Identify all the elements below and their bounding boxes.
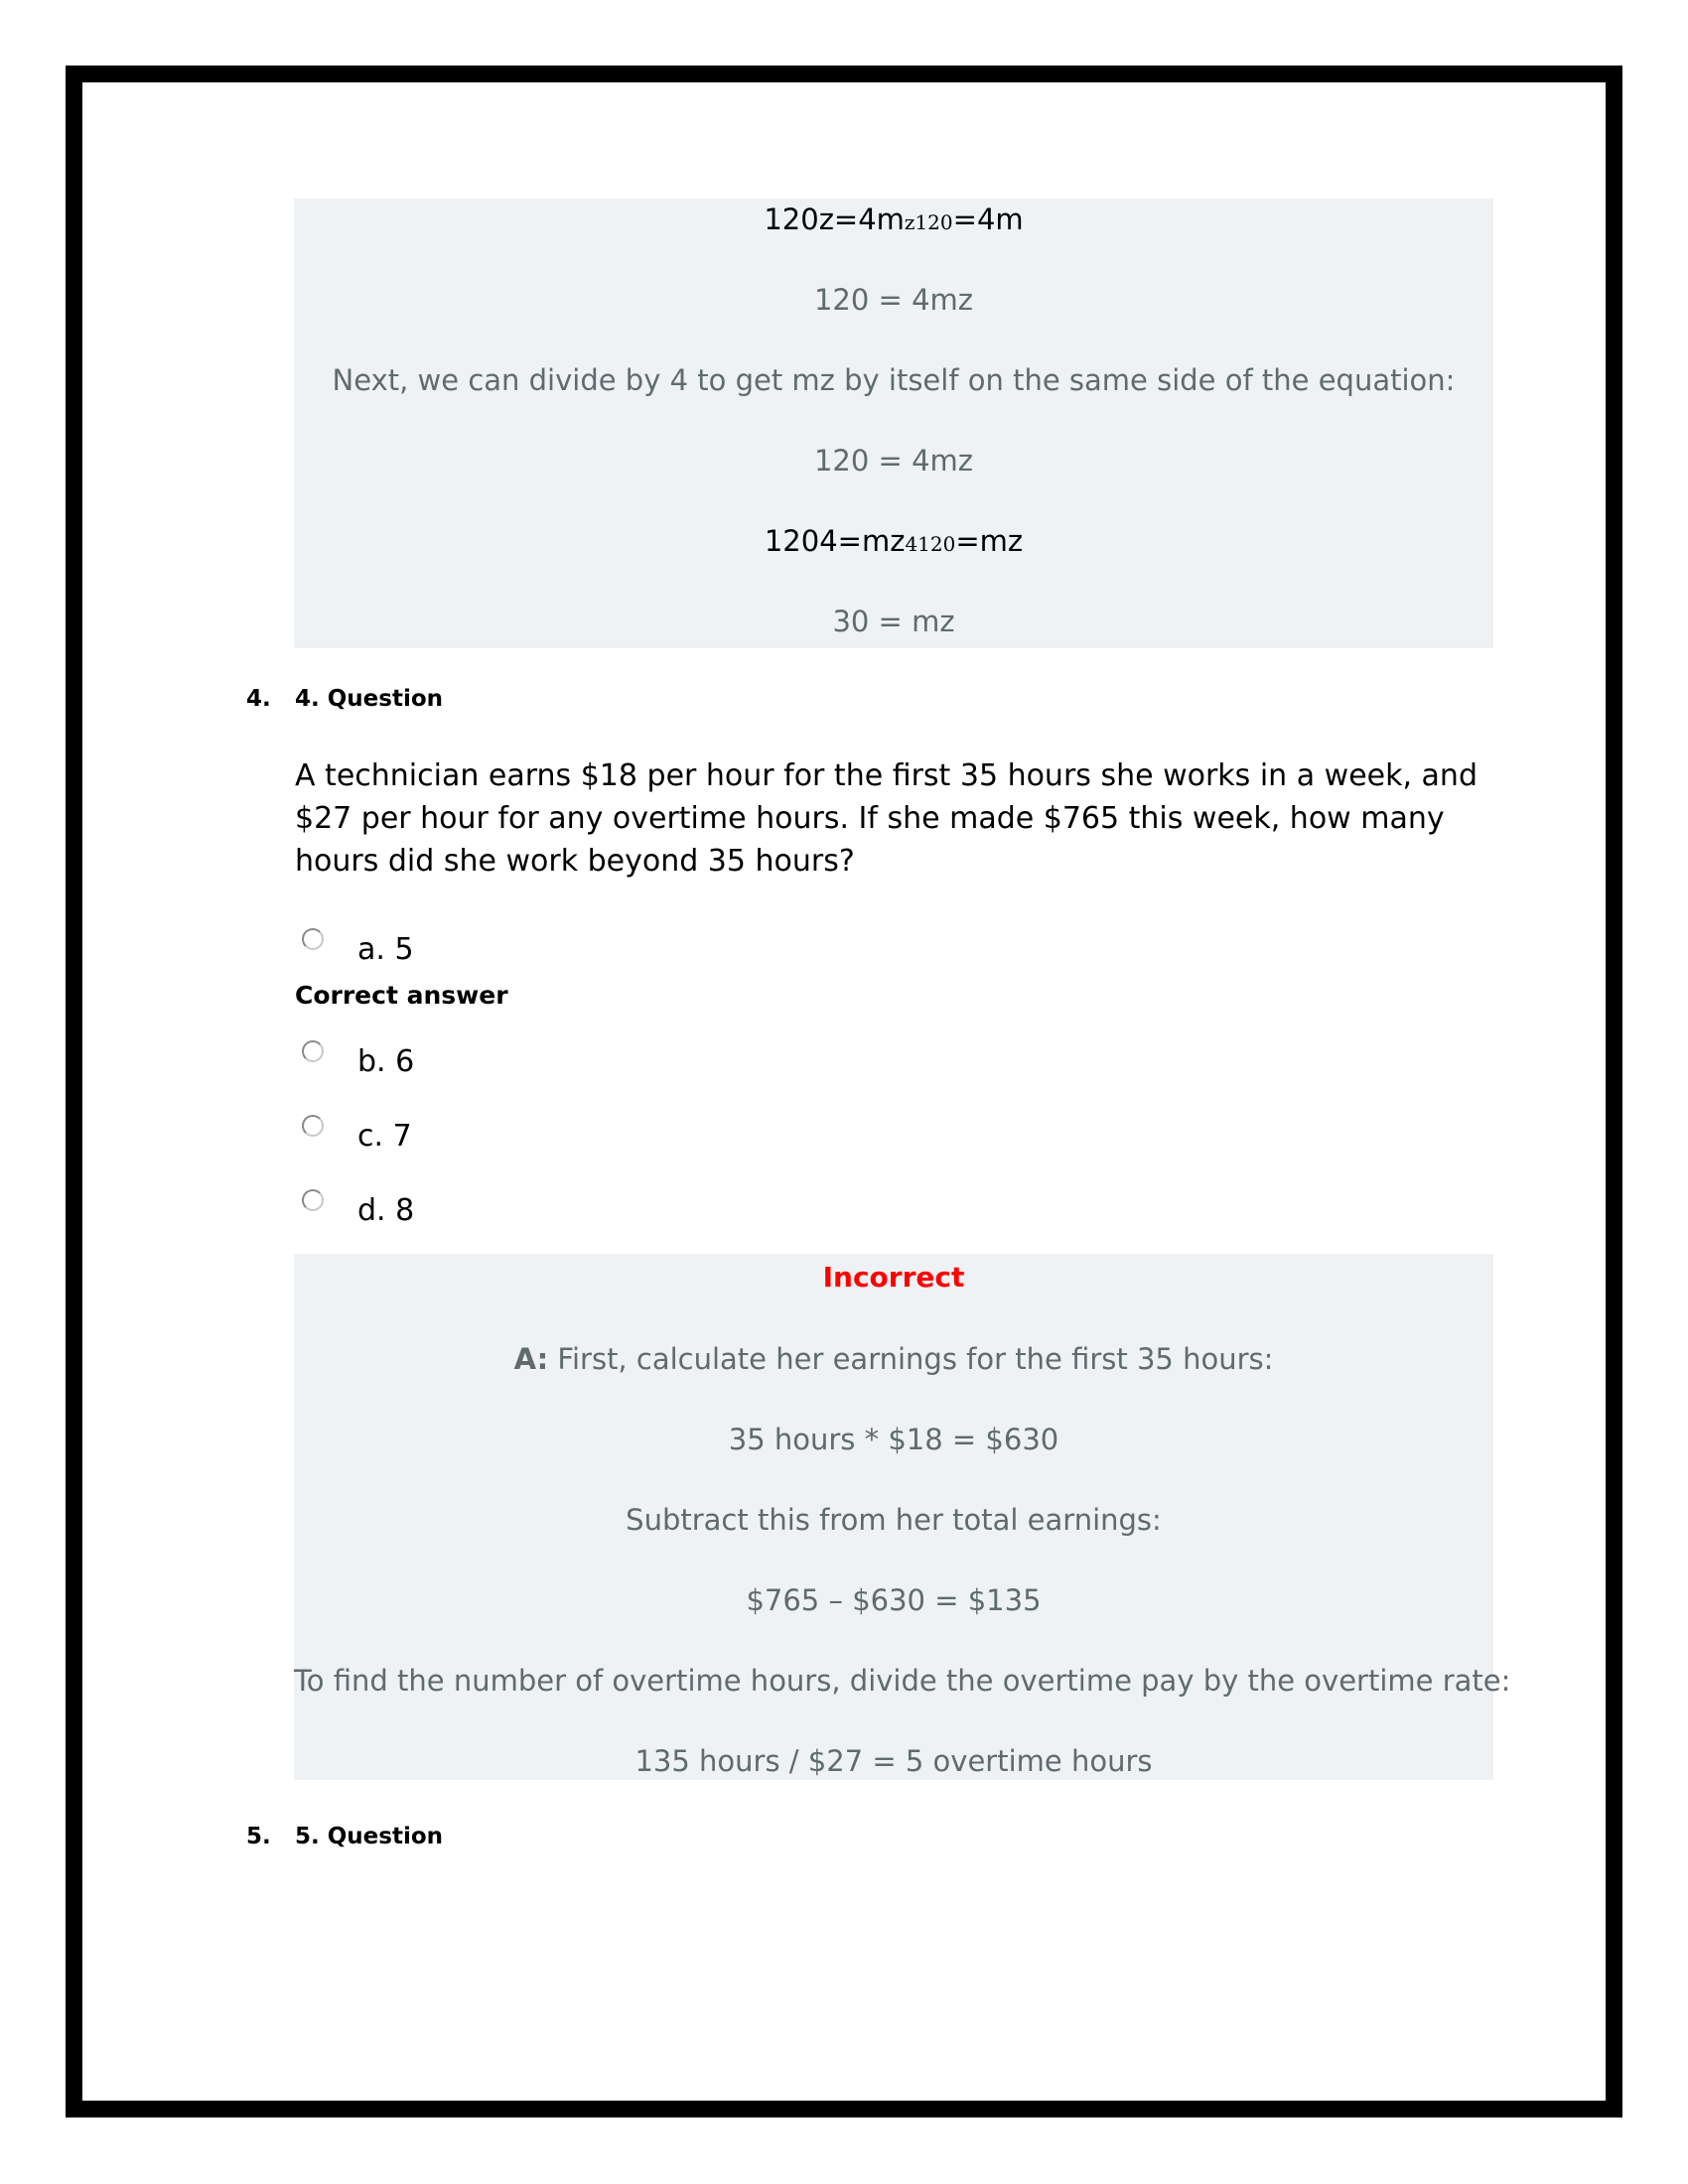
option-label: d. 8 (357, 1193, 415, 1228)
option-label: a. 5 (357, 932, 414, 967)
radio-button-icon[interactable] (302, 1115, 324, 1137)
answer-lead: A: (513, 1342, 549, 1376)
explanation-line: To find the number of overtime hours, divide the overtime pay by the overtime rate: (294, 1664, 1511, 1698)
option-label: b. 6 (357, 1044, 415, 1079)
explanation-line: Next, we can divide by 4 to get mz by itself on the same side of the equation: (332, 363, 1456, 397)
result-status: Incorrect (822, 1261, 965, 1294)
equation-line: $765 – $630 = $135 (746, 1583, 1042, 1617)
equation-line: 1204=mz4120=mz (764, 524, 1024, 558)
explanation-line: A: First, calculate her earnings for the first 35 hours: (513, 1342, 1274, 1376)
equation-line: 120 = 4mz (813, 444, 973, 478)
q3-feedback-box (294, 199, 1493, 648)
question-title: 5. Question (295, 1824, 444, 1849)
equation-line: 120 = 4mz (813, 283, 973, 317)
radio-button-icon[interactable] (302, 1040, 324, 1062)
question-text: A technician earns $18 per hour for the first 35 hours she works in a week, and $27 per hour for any overtime hours. If she made $765 this week, how many hours did she work beyond 35 hours? (295, 758, 1477, 879)
question-title: 4. Question (295, 686, 444, 712)
equation-line: 30 = mz (832, 605, 955, 638)
equation-line: 120z=4mz120=4m (764, 203, 1024, 236)
explanation-line: Subtract this from her total earnings: (626, 1503, 1162, 1537)
equation-line: 135 hours / $27 = 5 overtime hours (634, 1744, 1153, 1778)
correct-answer-tag: Correct answer (295, 981, 508, 1010)
option-label: c. 7 (357, 1119, 412, 1154)
radio-button-icon[interactable] (302, 928, 324, 950)
radio-button-icon[interactable] (302, 1189, 324, 1211)
question-list-number: 4. (246, 686, 271, 712)
question-list-number: 5. (246, 1824, 271, 1849)
q4-feedback-box (294, 1254, 1511, 1780)
equation-line: 35 hours * $18 = $630 (728, 1423, 1059, 1456)
